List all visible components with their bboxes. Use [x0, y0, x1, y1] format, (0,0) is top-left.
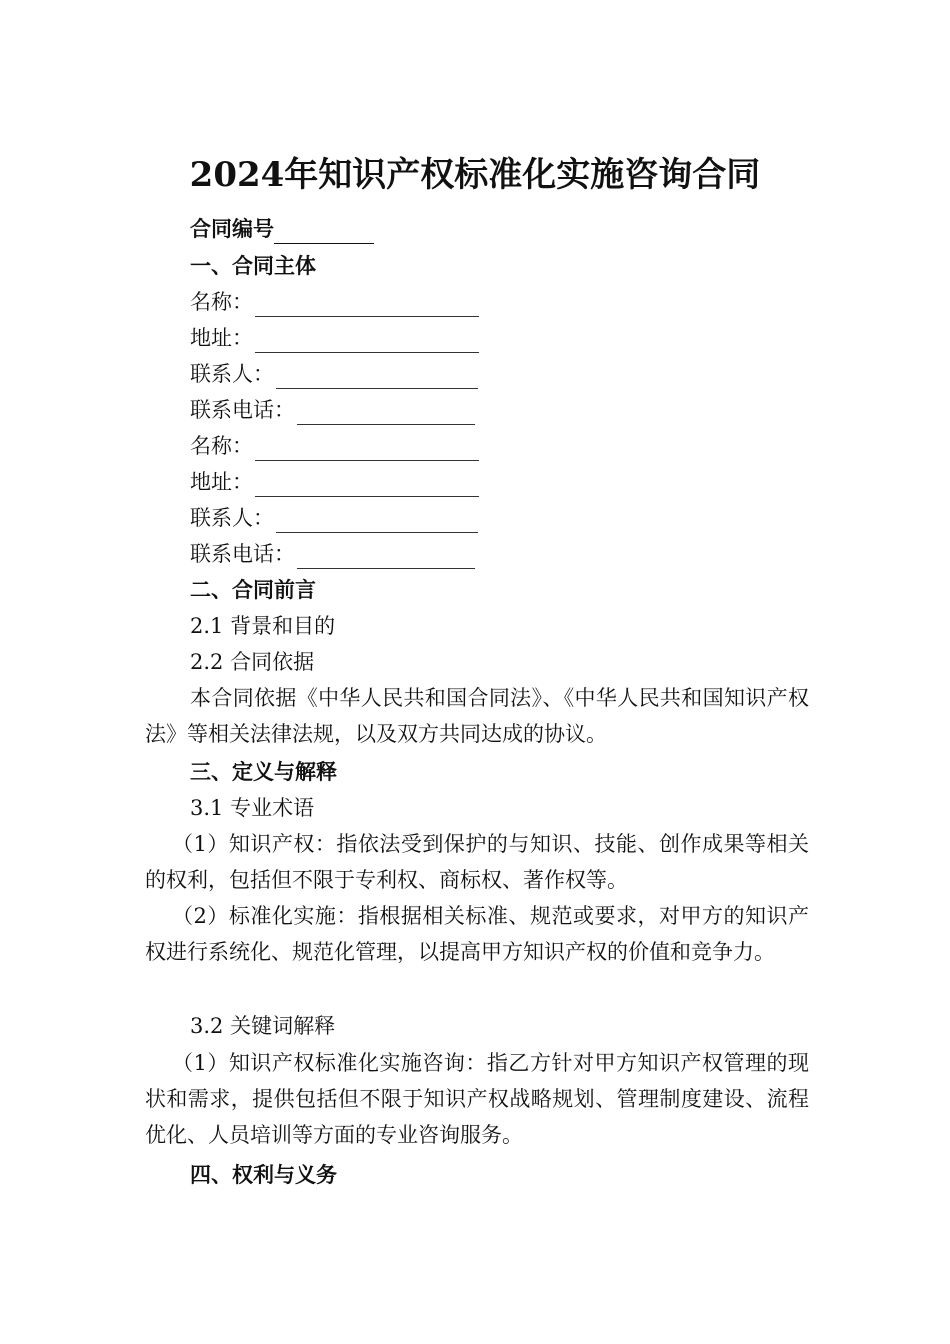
- section2-heading: 二、合同前言: [190, 577, 316, 602]
- party-b-phone-label: 联系电话：: [190, 542, 295, 566]
- party-b-phone-blank[interactable]: [297, 546, 475, 569]
- party-a-name-label: 名称：: [190, 290, 253, 314]
- party-a-phone-row: [190, 395, 475, 425]
- party-b-address-blank[interactable]: [255, 474, 479, 497]
- party-a-name-row: [190, 287, 479, 317]
- item-3-1: 3.1 专业术语: [190, 796, 315, 820]
- party-b-name-row: [190, 431, 479, 461]
- section4-heading: 四、权利与义务: [190, 1162, 337, 1187]
- party-b-contact-row: [190, 503, 478, 533]
- contract-number-label: 合同编号: [190, 216, 274, 241]
- section2-paragraph: 本合同依据《中华人民共和国合同法》、《中华人民共和国知识产权法》等相关法律法规，以及双方共同达成的协议。: [145, 686, 809, 746]
- section1-heading: 一、合同主体: [190, 253, 316, 278]
- section3-heading: 三、定义与解释: [190, 759, 337, 784]
- party-b-contact-blank[interactable]: [276, 510, 478, 533]
- party-a-address-label: 地址：: [190, 326, 253, 350]
- party-a-name-blank[interactable]: [255, 294, 479, 317]
- document-title: 2024年知识产权标准化实施咨询合同: [189, 155, 761, 195]
- contract-number-blank[interactable]: [274, 219, 374, 244]
- party-b-contact-label: 联系人：: [190, 506, 274, 530]
- item-3-2: 3.2 关键词解释: [190, 1014, 336, 1038]
- party-a-address-row: [190, 323, 479, 353]
- party-a-phone-label: 联系电话：: [190, 398, 295, 422]
- party-a-contact-row: [190, 359, 478, 389]
- definition-3: （1）知识产权标准化实施咨询：指乙方针对甲方知识产权管理的现状和需求，提供包括但不限于知识产权战略规划、管理制度建设、流程优化、人员培训等方面的专业咨询服务。: [145, 1051, 809, 1147]
- party-b-address-row: [190, 467, 479, 497]
- party-a-contact-label: 联系人：: [190, 362, 274, 386]
- item-2-2: 2.2 合同依据: [190, 650, 315, 674]
- party-a-phone-blank[interactable]: [297, 402, 475, 425]
- party-b-phone-row: [190, 539, 475, 569]
- definition-1: （1）知识产权：指依法受到保护的与知识、技能、创作成果等相关的权利，包括但不限于专利权、商标权、著作权等。: [145, 832, 809, 892]
- item-2-1: 2.1 背景和目的: [190, 614, 336, 638]
- party-b-address-label: 地址：: [190, 470, 253, 494]
- party-b-name-label: 名称：: [190, 434, 253, 458]
- party-a-contact-blank[interactable]: [276, 366, 478, 389]
- definition-2: （2）标准化实施：指根据相关标准、规范或要求，对甲方的知识产权进行系统化、规范化管理，以提高甲方知识产权的价值和竞争力。: [145, 904, 809, 964]
- contract-number: [190, 214, 374, 244]
- party-a-address-blank[interactable]: [255, 330, 479, 353]
- party-b-name-blank[interactable]: [255, 438, 479, 461]
